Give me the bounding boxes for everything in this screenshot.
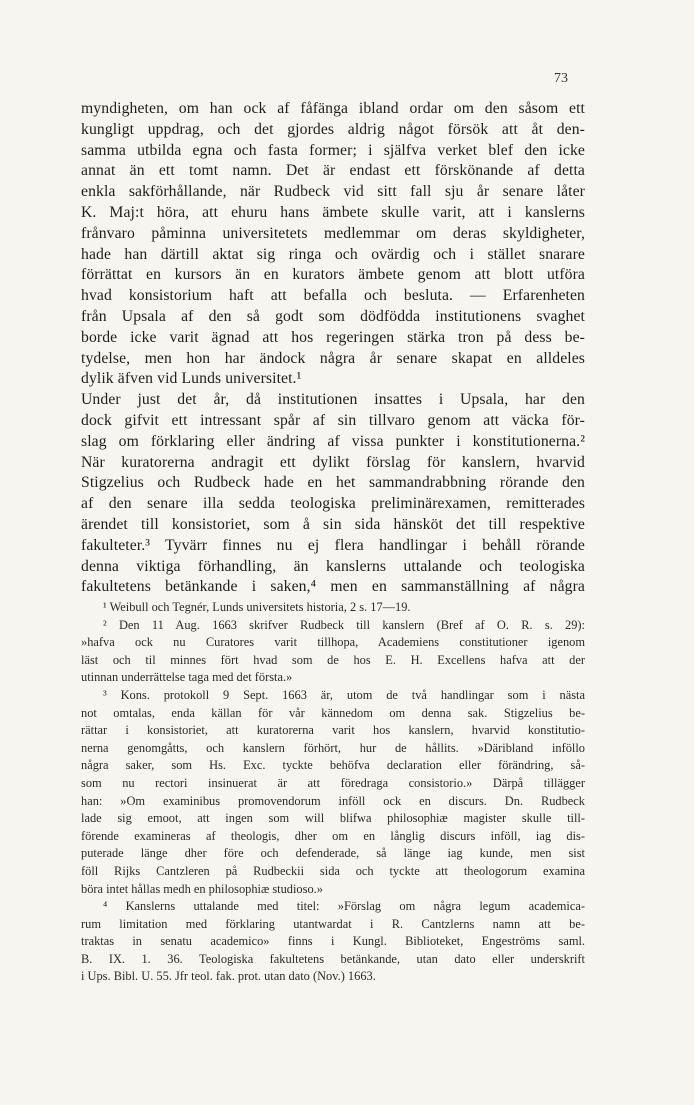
body-line: myndigheten, om han ock af fåfänga ibland ordar om den såsom ett: [81, 100, 585, 117]
body-text: [81, 99, 585, 598]
footnote-line: han: »Om examinibus promovendorum inföll ock en discurs. Dn. Rudbeck: [81, 793, 585, 808]
body-line: af den senare illa sedda teologiska preliminärexamen, remitterades: [81, 495, 585, 513]
body-line: borde icke varit ägnad att hos regeringen stärka tron på dess be-: [81, 328, 585, 346]
body-line: annat än ett tomt namn. Det är endast ett förskönande af detta: [81, 162, 585, 180]
footnote-line: ¹ Weibull och Tegnér, Lunds universitets historia, 2 s. 17—19.: [103, 600, 411, 614]
body-line: frånvaro påminna universitetets medlemmar om deras skyldigheter,: [81, 224, 585, 242]
footnote-line: puterade länge dher före och defenderade, så länge iag kunde, men sist: [81, 846, 585, 861]
footnote-line: som nu rectori insinuerat är att föredraga consistorio.» Därpå tillägger: [81, 775, 585, 790]
footnote-4: [81, 898, 585, 986]
body-line: hvad konsistorium haft att befalla och besluta. — Erfarenheten: [81, 287, 585, 305]
body-line: förrättat en kursors än en kurators ämbete genom att blott utföra: [81, 266, 585, 284]
footnote-3: [81, 687, 585, 898]
footnote-2: [81, 617, 585, 687]
footnote-line: förende examineras af theologis, dher om en långlig discurs inföll, iag dis-: [81, 828, 585, 843]
footnote-line: utinnan underrättelse taga med det första.»: [81, 670, 293, 685]
body-line: Under just det år, då institutionen insattes i Upsala, har den: [81, 391, 585, 409]
body-line: denna viktiga förhandling, än kanslerns uttalande och teologiska: [81, 557, 585, 575]
footnote-line: ³ Kons. protokoll 9 Sept. 1663 är, utom de två handlingar som i nästa: [103, 687, 585, 702]
body-line: slag om förklaring eller ändring af vissa punkter i konstitutionerna.²: [81, 432, 585, 450]
footnote-line: föll Rijks Cantzleren på Rudbeckii sida och tyckte att theologorum examina: [81, 863, 585, 878]
body-line: ärendet till konsistoriet, som å sin sida hänsköt det till respektive: [81, 515, 585, 533]
footnote-line: rum limitation med förklaring utantwardat i R. Cantzlerns namn att be-: [81, 916, 585, 931]
body-line: hade han därtill aktat sig ringa och ovärdig och i stället snarare: [81, 245, 585, 263]
body-line: samma utbilda egna och fasta former; i själfva verket blef den icke: [81, 141, 585, 159]
footnote-line: not omtalas, enda källan för vår kännedom om denna sak. Stigzelius be-: [81, 705, 585, 720]
body-line: från Upsala af den så godt som dödfödda institutionens svaghet: [81, 307, 585, 325]
footnotes: [81, 599, 585, 986]
footnote-line: några saker, som Hs. Exc. tyckte behöfva declaration eller förändring, så-: [81, 758, 585, 773]
footnote-line: läst och til minnes fört hvad som de hos E. H. Excellens hafva att der: [81, 652, 585, 667]
footnote-line: i Ups. Bibl. U. 55. Jfr teol. fak. prot. utan dato (Nov.) 1663.: [81, 969, 376, 984]
body-line: tydelse, men hon har ändock några år senare skapat en alldeles: [81, 349, 585, 367]
body-line: När kuratorerna andragit ett dylikt förslag för kanslern, hvarvid: [81, 453, 585, 471]
footnote-line: böra intet hållas medh en philosophiæ studioso.»: [81, 881, 323, 896]
footnote-line: nerna genomgåtts, och kanslern förhört, hur de hållits. »Däribland inföllo: [81, 740, 585, 755]
footnote-line: rättar i konsistoriet, att kuratorerna varit hos kanslern, hvarvid konstitutio-: [81, 723, 585, 738]
footnote-1: [81, 599, 585, 617]
footnote-line: »hafva ock nu Curatores varit tillhopa, Academiens constitutioner igenom: [81, 635, 585, 650]
body-line: fakultetens betänkande i saken,⁴ men en sammanställning af några: [81, 578, 585, 596]
footnote-line: B. IX. 1. 36. Teologiska fakultetens betänkande, utan dato eller underskrift: [81, 951, 585, 966]
body-line: enkla sakförhållande, när Rudbeck vid sitt fall sju år senare låter: [81, 183, 585, 201]
footnote-line: ⁴ Kanslerns uttalande med titel: »Förslag om några legum academica-: [103, 899, 585, 914]
body-line: K. Maj:t höra, att ehuru hans ämbete skulle varit, att i kanslerns: [81, 203, 585, 221]
body-line: dylik äfven vid Lunds universitet.¹: [81, 370, 302, 388]
body-line: kungligt uppdrag, och det gjordes aldrig något försök att åt den-: [81, 120, 585, 138]
page-number: 73: [554, 71, 568, 86]
footnote-line: traktas in senatu academico» finns i Kungl. Biblioteket, Engeströms saml.: [81, 934, 585, 949]
footnote-line: ² Den 11 Aug. 1663 skrifver Rudbeck till kanslern (Bref af O. R. s. 29):: [103, 617, 585, 632]
body-line: fakulteter.³ Tyvärr finnes nu ej flera handlingar i behåll rörande: [81, 536, 585, 554]
body-line: dock gifvit ett intressant spår af sin tillvaro genom att väcka för-: [81, 411, 585, 429]
footnote-line: lade sig emoot, att ingen som will blifwa philosophiæ magister skulle till-: [81, 811, 585, 826]
body-line: Stigzelius och Rudbeck hade en het sammandrabbning rörande den: [81, 474, 585, 492]
